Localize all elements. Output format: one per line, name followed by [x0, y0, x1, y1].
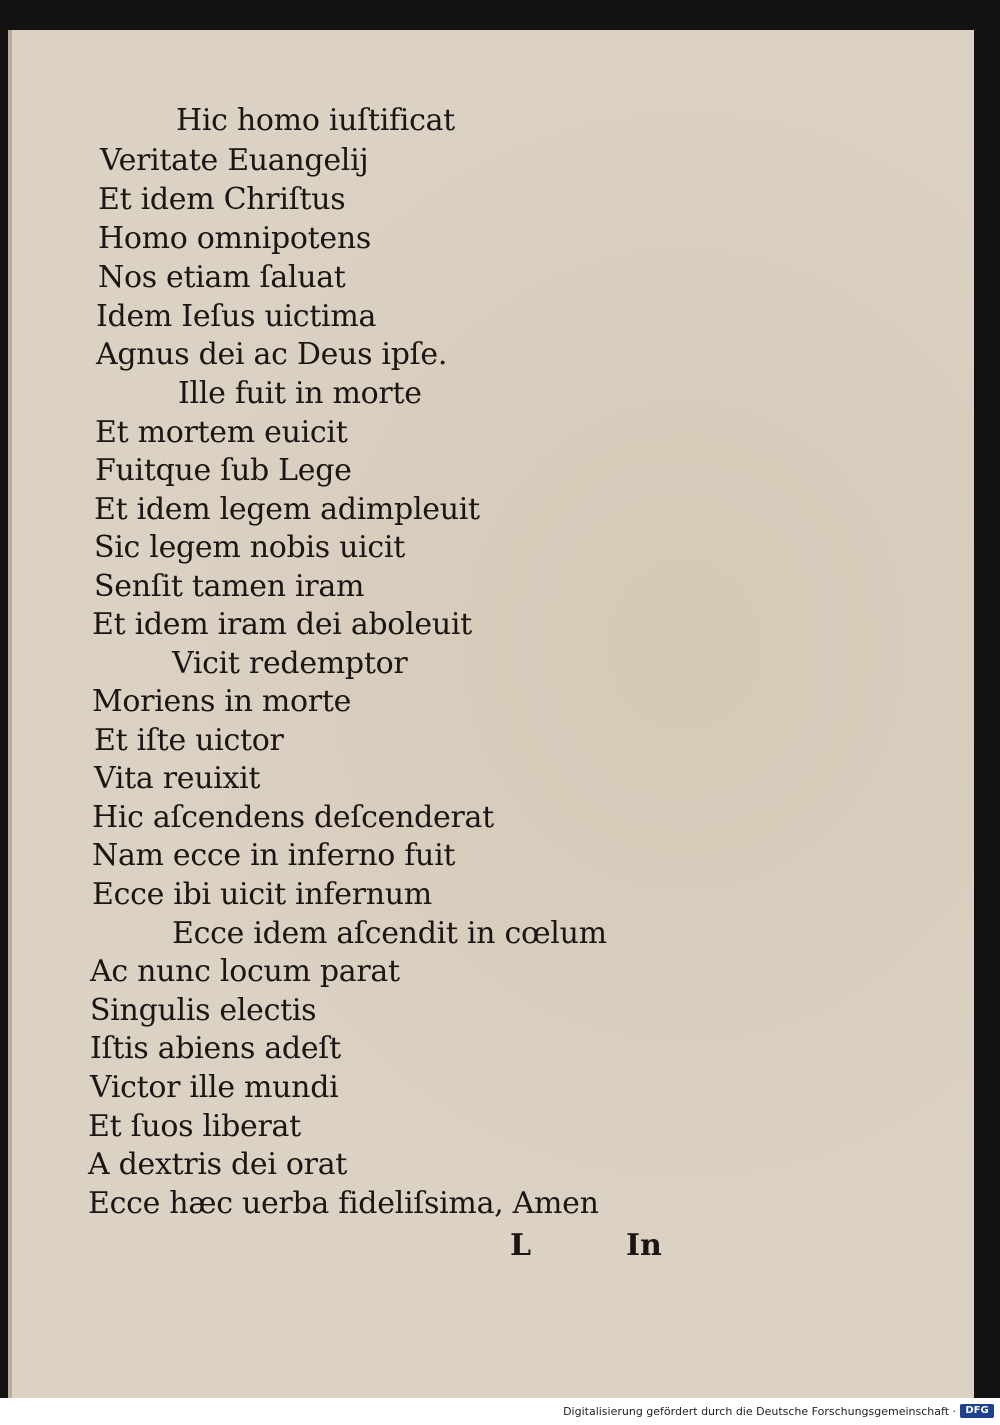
- verse-line: Et ſuos liberat: [88, 1109, 301, 1144]
- verse-line: Moriens in morte: [92, 684, 352, 719]
- verse-line: Nos etiam ſaluat: [98, 260, 346, 295]
- page-foot: [500, 1228, 700, 1268]
- verse-line: Iſtis abiens adeſt: [90, 1031, 341, 1066]
- verse-line: Ecce idem aſcendit in cœlum: [172, 916, 607, 951]
- verse-line: Et iſte uictor: [94, 723, 284, 758]
- verse-line: Singulis electis: [90, 993, 317, 1028]
- verse-line: Et mortem euicit: [95, 415, 348, 450]
- verse-line: Et idem iram dei aboleuit: [92, 607, 472, 642]
- verse-line: Hic aſcendens deſcenderat: [92, 800, 494, 835]
- verse-line: Nam ecce in inferno fuit: [92, 838, 456, 873]
- book-page: [8, 30, 974, 1398]
- verse-line: Vita reuixit: [94, 761, 261, 796]
- verse-line: Victor ille mundi: [90, 1070, 339, 1105]
- page-gutter-edge: [8, 30, 12, 1398]
- signature-mark: L: [510, 1228, 532, 1263]
- poem: [8, 30, 974, 1398]
- verse-line: Et idem legem adimpleuit: [94, 492, 480, 527]
- verse-line: Sic legem nobis uicit: [94, 530, 405, 565]
- verse-line: Et idem Chriſtus: [98, 182, 346, 217]
- verse-line: Homo omnipotens: [98, 221, 371, 256]
- verse-line: A dextris dei orat: [88, 1147, 348, 1182]
- digitization-footer: [0, 1398, 1000, 1425]
- verse-line: Ac nunc locum parat: [90, 954, 400, 989]
- verse-line: Fuitque ſub Lege: [95, 453, 352, 488]
- verse-line: Ille fuit in morte: [178, 376, 422, 411]
- verse-line: Ecce hæc uerba fideliſsima, Amen: [88, 1186, 599, 1221]
- verse-line: Hic homo iuſtificat: [176, 103, 455, 138]
- dfg-logo: DFG: [960, 1404, 994, 1418]
- funding-credit: Digitalisierung gefördert durch die Deutsche Forschungsgemeinschaft ·: [563, 1405, 956, 1418]
- verse-line: Veritate Euangelij: [100, 143, 369, 178]
- verse-line: Idem Ieſus uictima: [96, 299, 377, 334]
- verse-line: Senſit tamen iram: [94, 569, 365, 604]
- verse-line: Ecce ibi uicit infernum: [92, 877, 432, 912]
- verse-line: Vicit redemptor: [172, 646, 408, 681]
- verse-line: Agnus dei ac Deus ipſe.: [96, 337, 448, 372]
- catchword: In: [626, 1228, 662, 1263]
